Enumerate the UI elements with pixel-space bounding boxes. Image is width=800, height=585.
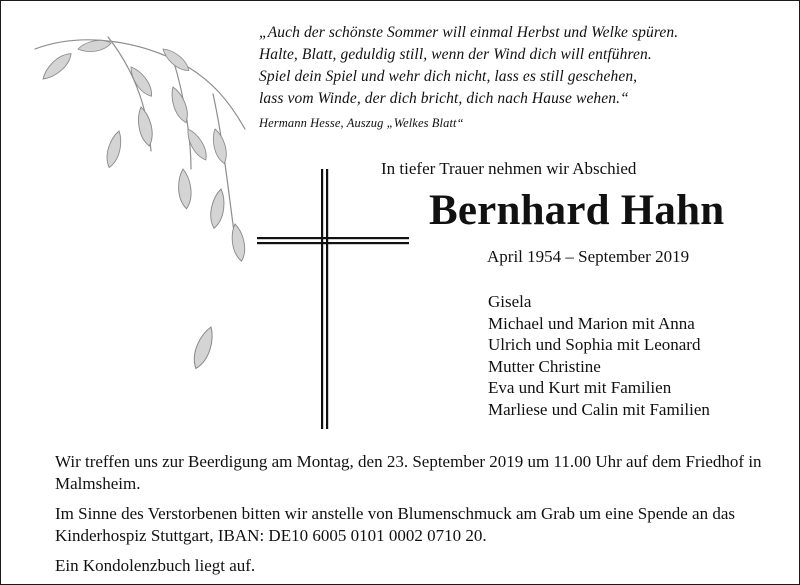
- poem-line: „Auch der schönste Sommer will einmal Herbst und Welke spüren.: [259, 24, 679, 41]
- donation-request: Im Sinne des Verstorbenen bitten wir anstelle von Blumenschmuck am Grab um eine Spende an das Kinderhospiz Stuttgart, IBAN: DE10 6005 0101 0002 0710 20.: [55, 504, 735, 545]
- life-dates: April 1954 – September 2019: [487, 247, 690, 266]
- mourner-name: Mutter Christine: [488, 356, 601, 376]
- poem-line: Halte, Blatt, geduldig still, wenn der Wind dich will entführen.: [259, 46, 652, 63]
- mourner-name: Marliese und Calin mit Familien: [488, 399, 710, 419]
- funeral-information: [55, 451, 785, 585]
- poem-author: Hermann Hesse, Auszug „Welkes Blatt“: [259, 116, 464, 130]
- deceased-name: Bernhard Hahn: [429, 187, 725, 234]
- birch-leaves-illustration: [23, 19, 273, 419]
- mourners-list: [488, 291, 710, 420]
- funeral-details: Wir treffen uns zur Beerdigung am Montag, den 23. September 2019 um 11.00 Uhr auf dem Friedhof in Malmsheim.: [55, 452, 762, 493]
- condolence-note: Ein Kondolenzbuch liegt auf.: [55, 556, 256, 575]
- intro-text: In tiefer Trauer nehmen wir Abschied: [381, 159, 637, 178]
- cross-icon: [257, 169, 409, 429]
- mourner-name: Eva und Kurt mit Familien: [488, 378, 672, 397]
- poem-line: lass vom Winde, der dich bricht, dich nach Hause wehen.“: [259, 90, 629, 107]
- mourner-name: Gisela: [488, 292, 532, 311]
- mourner-name: Ulrich und Sophia mit Leonard: [488, 335, 701, 354]
- poem-line: Spiel dein Spiel und wehr dich nicht, lass es still geschehen,: [259, 68, 638, 85]
- poem-quote: [259, 22, 779, 131]
- mourner-name: Michael und Marion mit Anna: [488, 313, 695, 333]
